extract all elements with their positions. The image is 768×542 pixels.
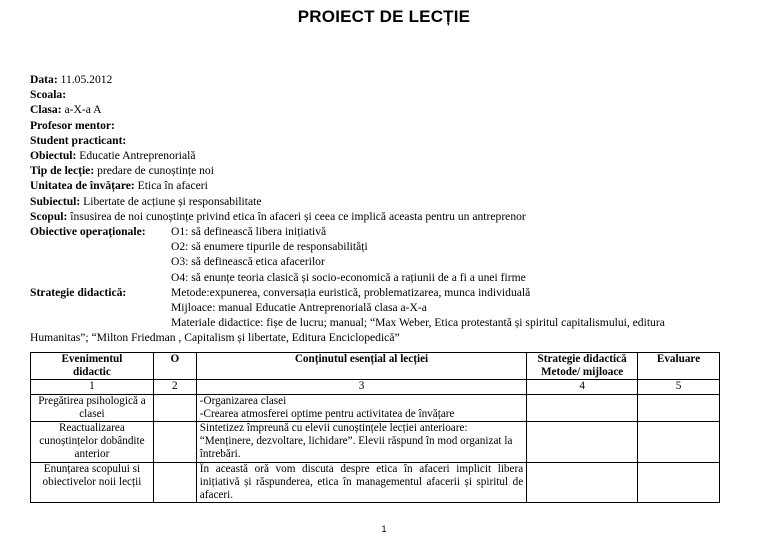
column-number: 4	[527, 380, 638, 394]
objectives-label: Obiective operaționale:	[30, 225, 146, 239]
evaluation-cell	[638, 422, 720, 463]
lesson-type-value: predare de cunoștințe noi	[97, 164, 214, 178]
content-cell: În această oră vom discuta despre etica în afaceri implicit libera inițiativă și răspunderea, etica în managementul afacerii și spiritul de afaceri.	[196, 462, 526, 503]
strategy-cell	[527, 422, 638, 463]
lesson-plan-table	[30, 352, 720, 503]
strategy-row	[30, 285, 730, 300]
header-evaluation: Evaluare	[638, 353, 720, 380]
materials-text-line1: Materiale didactice: fișe de lucru; manual; “Max Weber, Etica protestantă și spiritul capitalismului, editura	[171, 316, 665, 330]
topic-row	[30, 194, 730, 209]
column-number: 1	[31, 380, 154, 394]
learning-unit-label: Unitatea de învățare:	[30, 179, 135, 193]
school-row	[30, 87, 730, 102]
table-number-row	[31, 380, 720, 394]
column-number: 5	[638, 380, 720, 394]
table-row	[31, 462, 720, 503]
subject-area-value: Educatie Antreprenorială	[79, 149, 196, 163]
topic-label: Subiectul:	[30, 194, 81, 208]
class-label: Clasa:	[30, 103, 62, 117]
mentor-row	[30, 118, 730, 133]
o-cell	[153, 394, 196, 421]
objective-item: O3: să definească etica afacerilor	[171, 255, 325, 269]
table-header-row	[31, 353, 720, 380]
subject-area-label: Obiectul:	[30, 149, 77, 163]
evaluation-cell	[638, 394, 720, 421]
o-cell	[153, 422, 196, 463]
subject-area-row	[30, 148, 730, 163]
means-text: Mijloace: manual Educatie Antreprenorială clasa a-X-a	[171, 301, 427, 315]
date-row	[30, 72, 730, 87]
document-title: PROIECT DE LECȚIE	[297, 7, 471, 26]
student-row	[30, 133, 730, 148]
lesson-type-row	[30, 163, 730, 178]
column-number: 2	[153, 380, 196, 394]
learning-unit-row	[30, 178, 730, 193]
o-cell	[153, 462, 196, 503]
mentor-label: Profesor mentor:	[30, 118, 115, 132]
event-cell: Enunțarea scopului si obiectivelor noii lecții	[31, 462, 154, 503]
date-label: Data:	[30, 73, 58, 86]
column-number: 3	[196, 380, 526, 394]
strategy-cell	[527, 462, 638, 503]
strategy-label: Strategie didactică:	[30, 285, 127, 299]
header-event: Evenimentul didactic	[31, 353, 154, 380]
goal-row	[30, 209, 730, 224]
methods-text: Metode:expunerea, conversația euristică, problematizarea, munca individuală	[171, 285, 531, 299]
header-o: O	[153, 353, 196, 380]
content-cell: -Organizarea clasei -Crearea atmosferei optime pentru activitatea de învățare	[196, 394, 526, 421]
objective-item: O4: să enunțe teoria clasică și socio-economică a rațiunii de a fi a unei firme	[171, 270, 526, 284]
header-strategy: Strategie didactică Metode/ mijloace	[527, 353, 638, 380]
lesson-type-label: Tip de lecție:	[30, 164, 95, 178]
date-value: 11.05.2012	[60, 73, 113, 86]
school-label: Scoala:	[30, 88, 67, 102]
class-value: a-X-a A	[64, 103, 102, 117]
class-row	[30, 102, 730, 117]
materials-text-line2: Humanitas”; “Milton Friedman , Capitalism și libertate, Editura Enciclopedică”	[30, 331, 400, 345]
goal-value: însusirea de noi cunoștințe privind etica în afaceri și ceea ce implică aceasta pentru un antreprenor	[70, 209, 526, 223]
page-number: 1	[381, 524, 387, 534]
objectives-row	[30, 224, 730, 239]
strategy-cell	[527, 394, 638, 421]
objective-item: O2: să enumere tipurile de responsabilități	[171, 240, 368, 254]
event-cell: Pregătirea psihologică a clasei	[31, 394, 154, 421]
learning-unit-value: Etica în afaceri	[137, 179, 208, 193]
evaluation-cell	[638, 462, 720, 503]
lesson-info	[30, 72, 730, 346]
content-cell: Sintetizez împreună cu elevii cunoștințele lecției anterioare: “Menținere, dezvoltare, lichidare”. Elevii răspund în mod organizat la întrebări.	[196, 422, 526, 463]
event-cell: Reactualizarea cunoștințelor dobândite anterior	[31, 422, 154, 463]
header-content: Conținutul esențial al lecției	[196, 353, 526, 380]
goal-label: Scopul:	[30, 209, 68, 223]
table-row	[31, 394, 720, 421]
student-label: Student practicant:	[30, 133, 127, 147]
table-row	[31, 422, 720, 463]
topic-value: Libertate de acțiune și responsabilitate	[83, 194, 262, 208]
objective-item: O1: să definească libera inițiativă	[171, 225, 327, 239]
